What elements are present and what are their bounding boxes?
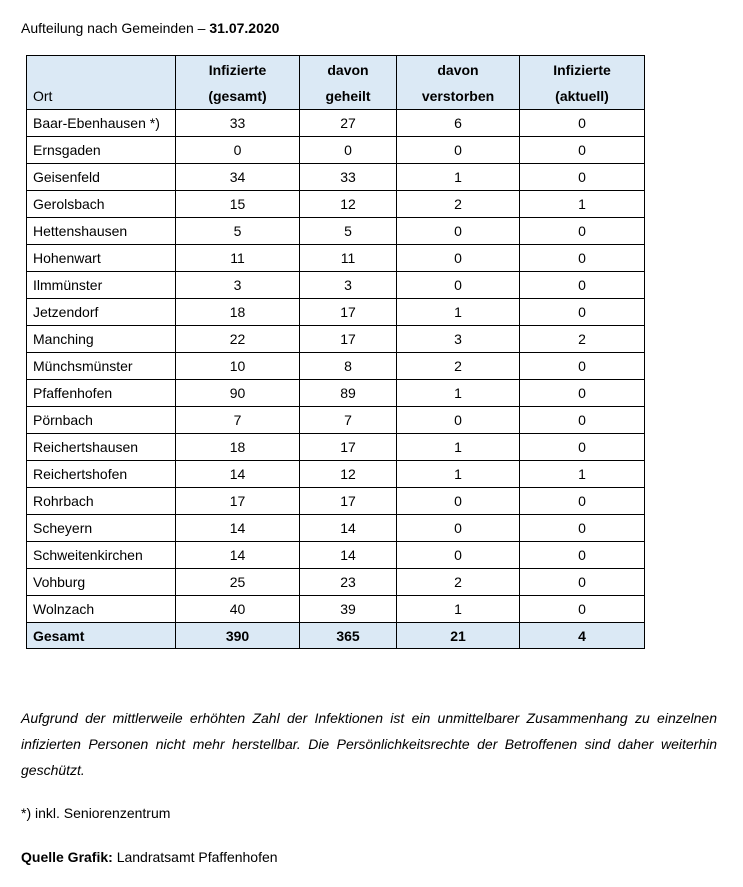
cell-aktuell: 0 [520,299,645,326]
heading-prefix: Aufteilung nach Gemeinden – [21,20,210,36]
cell-ort: Pörnbach [27,407,176,434]
cell-ort: Hohenwart [27,245,176,272]
cell-gesamt: 10 [176,353,300,380]
cell-ort: Manching [27,326,176,353]
table-row [27,191,645,218]
cell-gesamt: 0 [176,137,300,164]
cell-ort: Pfaffenhofen [27,380,176,407]
cell-gesamt: 14 [176,461,300,488]
source-label: Quelle Grafik: [21,849,113,865]
cell-verstorben: 2 [397,191,520,218]
cell-verstorben: 6 [397,110,520,137]
header-verstorben: davon verstorben [397,56,520,110]
cell-gesamt: 25 [176,569,300,596]
cell-aktuell: 0 [520,407,645,434]
table-row [27,353,645,380]
cell-ort: Schweitenkirchen [27,542,176,569]
cell-gesamt: 18 [176,299,300,326]
cell-verstorben: 0 [397,407,520,434]
cell-gesamt: 14 [176,542,300,569]
cell-gesamt: 3 [176,272,300,299]
cell-geheilt: 11 [300,245,397,272]
cell-aktuell: 0 [520,164,645,191]
total-cell-verstorben: 21 [397,623,520,649]
cell-ort: Scheyern [27,515,176,542]
total-cell-gesamt: 390 [176,623,300,649]
cell-geheilt: 3 [300,272,397,299]
cell-geheilt: 17 [300,326,397,353]
header-geheilt: davon geheilt [300,56,397,110]
cell-aktuell: 1 [520,461,645,488]
cell-geheilt: 5 [300,218,397,245]
cell-geheilt: 0 [300,137,397,164]
table-row [27,434,645,461]
page-heading [21,20,279,36]
cell-gesamt: 11 [176,245,300,272]
table-row [27,461,645,488]
table-row [27,326,645,353]
cell-aktuell: 0 [520,245,645,272]
cell-geheilt: 14 [300,542,397,569]
cell-ort: Jetzendorf [27,299,176,326]
cell-ort: Rohrbach [27,488,176,515]
cell-gesamt: 7 [176,407,300,434]
cell-aktuell: 0 [520,488,645,515]
table-row [27,380,645,407]
cell-verstorben: 1 [397,461,520,488]
cell-verstorben: 0 [397,272,520,299]
cell-verstorben: 0 [397,245,520,272]
table-row [27,245,645,272]
cell-verstorben: 1 [397,380,520,407]
cell-ort: Ernsgaden [27,137,176,164]
footnote: *) inkl. Seniorenzentrum [21,805,171,821]
cell-geheilt: 17 [300,434,397,461]
table-row [27,569,645,596]
cell-gesamt: 5 [176,218,300,245]
table-row [27,488,645,515]
cell-verstorben: 1 [397,434,520,461]
cell-gesamt: 40 [176,596,300,623]
cell-verstorben: 0 [397,488,520,515]
cell-aktuell: 0 [520,218,645,245]
cell-aktuell: 0 [520,380,645,407]
total-cell-ort: Gesamt [27,623,176,649]
cell-geheilt: 17 [300,299,397,326]
cell-aktuell: 0 [520,353,645,380]
header-ort: Ort [27,56,176,110]
table-header-row [27,56,645,110]
cell-verstorben: 0 [397,515,520,542]
privacy-note: Aufgrund der mittlerweile erhöhten Zahl der Infektionen ist ein unmittelbarer Zusammenhang zu einzelnen infizierten Personen nicht mehr herstellbar. Die Persönlichkeitsrechte der Betroffenen sind daher weiterhin geschützt. [21,710,717,778]
cell-verstorben: 1 [397,596,520,623]
cell-verstorben: 2 [397,353,520,380]
cell-verstorben: 0 [397,542,520,569]
cell-aktuell: 1 [520,191,645,218]
cell-gesamt: 18 [176,434,300,461]
cell-geheilt: 33 [300,164,397,191]
cell-aktuell: 0 [520,596,645,623]
cell-ort: Gerolsbach [27,191,176,218]
cell-aktuell: 0 [520,542,645,569]
cell-geheilt: 12 [300,191,397,218]
cell-gesamt: 34 [176,164,300,191]
cell-aktuell: 0 [520,569,645,596]
cell-verstorben: 0 [397,218,520,245]
cell-aktuell: 0 [520,110,645,137]
cell-ort: Geisenfeld [27,164,176,191]
cell-gesamt: 15 [176,191,300,218]
cell-geheilt: 12 [300,461,397,488]
total-cell-aktuell: 4 [520,623,645,649]
cell-geheilt: 17 [300,488,397,515]
cell-verstorben: 1 [397,299,520,326]
cell-geheilt: 7 [300,407,397,434]
cell-ort: Ilmmünster [27,272,176,299]
header-infizierte-aktuell: Infizierte (aktuell) [520,56,645,110]
cell-geheilt: 14 [300,515,397,542]
table-row [27,137,645,164]
table-row [27,218,645,245]
cell-ort: Reichertshausen [27,434,176,461]
cell-ort: Münchsmünster [27,353,176,380]
table-row [27,299,645,326]
cell-geheilt: 89 [300,380,397,407]
cell-verstorben: 0 [397,137,520,164]
cell-ort: Vohburg [27,569,176,596]
header-infizierte-gesamt: Infizierte (gesamt) [176,56,300,110]
cell-ort: Reichertshofen [27,461,176,488]
cell-gesamt: 14 [176,515,300,542]
table-row [27,272,645,299]
cell-geheilt: 8 [300,353,397,380]
cell-aktuell: 2 [520,326,645,353]
table-row [27,164,645,191]
cell-geheilt: 39 [300,596,397,623]
table-row [27,110,645,137]
cell-ort: Hettenshausen [27,218,176,245]
cell-verstorben: 1 [397,164,520,191]
cell-gesamt: 17 [176,488,300,515]
source-value: Landratsamt Pfaffenhofen [112,849,278,865]
cell-aktuell: 0 [520,137,645,164]
table-row [27,407,645,434]
total-cell-geheilt: 365 [300,623,397,649]
table-row [27,596,645,623]
cell-geheilt: 27 [300,110,397,137]
cell-ort: Baar-Ebenhausen *) [27,110,176,137]
cell-geheilt: 23 [300,569,397,596]
cell-verstorben: 3 [397,326,520,353]
cell-verstorben: 2 [397,569,520,596]
municipality-table [26,55,645,649]
cell-gesamt: 22 [176,326,300,353]
table-total-row [27,623,645,649]
table-row [27,515,645,542]
cell-gesamt: 33 [176,110,300,137]
table-row [27,542,645,569]
cell-aktuell: 0 [520,434,645,461]
cell-ort: Wolnzach [27,596,176,623]
cell-aktuell: 0 [520,515,645,542]
cell-aktuell: 0 [520,272,645,299]
source-credit [21,849,278,865]
heading-date: 31.07.2020 [209,20,280,36]
cell-gesamt: 90 [176,380,300,407]
